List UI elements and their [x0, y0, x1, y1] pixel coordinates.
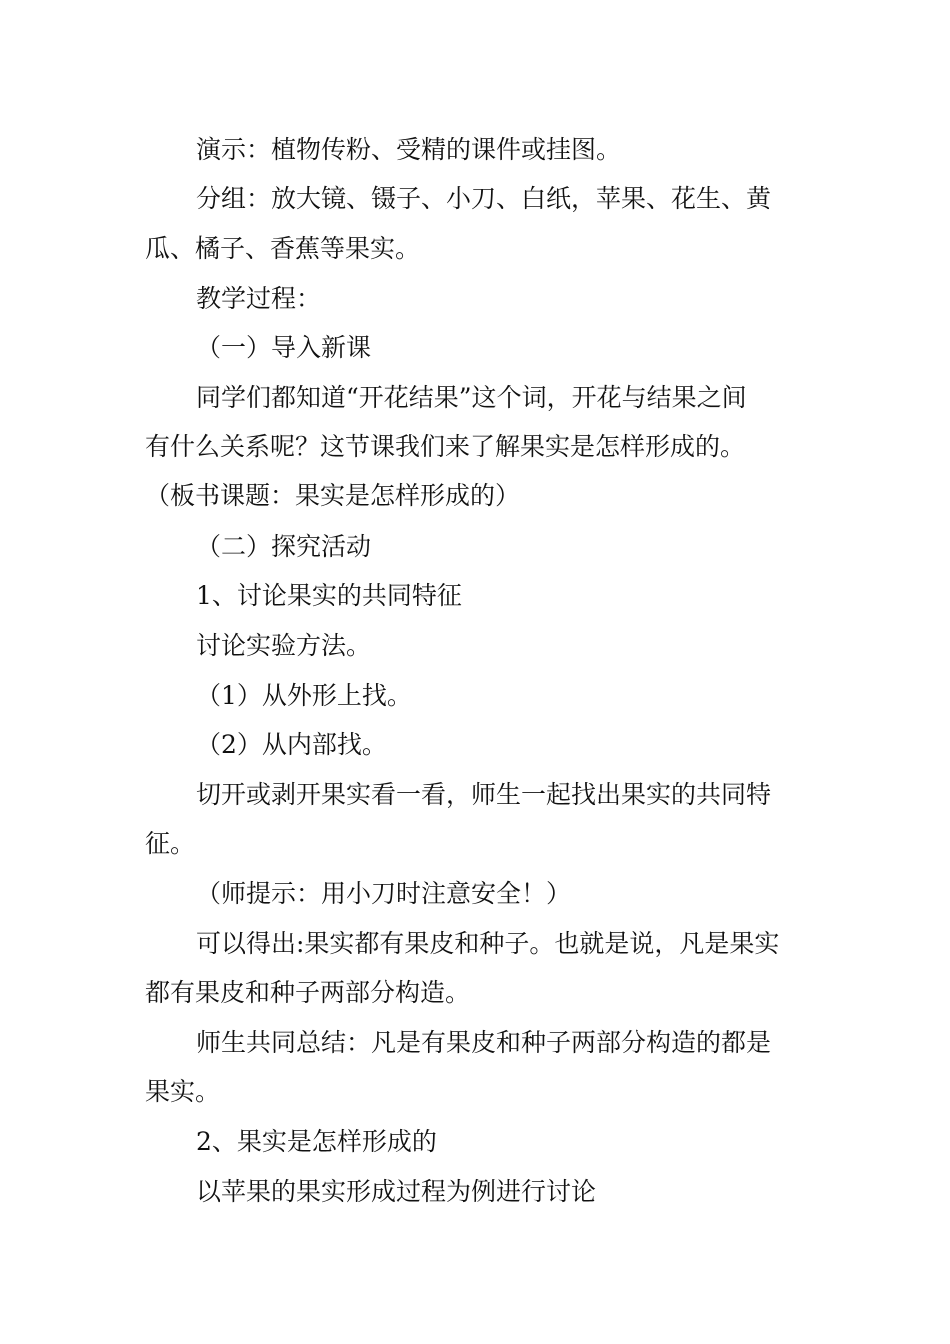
paragraph-board-title: （板书课题：果实是怎样形成的）: [145, 481, 521, 510]
paragraph-safety-tip: （师提示：用小刀时注意安全！）: [196, 879, 572, 908]
paragraph-conclusion-line1: 可以得出:果实都有果皮和种子。也就是说，凡是果实: [196, 929, 780, 958]
paragraph-cut-line2: 征。: [145, 829, 196, 858]
paragraph-groups-line1: 分组：放大镜、镊子、小刀、白纸，苹果、花生、黄: [196, 184, 772, 213]
paragraph-method: 讨论实验方法。: [196, 631, 372, 660]
heading-intro: （一）导入新课: [196, 333, 372, 362]
paragraph-intro-line2: 有什么关系呢？这节课我们来了解果实是怎样形成的。: [145, 432, 746, 461]
heading-activity: （二）探究活动: [196, 532, 372, 561]
list-item-outside: （1）从外形上找。: [196, 681, 412, 710]
paragraph-apple-example: 以苹果的果实形成过程为例进行讨论: [196, 1177, 597, 1206]
paragraph-demo: 演示：植物传粉、受精的课件或挂图。: [196, 135, 622, 164]
paragraph-groups-line2: 瓜、橘子、香蕉等果实。: [145, 234, 421, 263]
list-item-inside: （2）从内部找。: [196, 730, 387, 759]
paragraph-intro-line1: 同学们都知道“开花结果”这个词，开花与结果之间: [196, 383, 747, 412]
heading-teaching-process: 教学过程：: [196, 284, 322, 313]
heading-discussion-1: 1、讨论果实的共同特征: [196, 581, 462, 610]
heading-formation-2: 2、果实是怎样形成的: [196, 1127, 437, 1156]
paragraph-cut-line1: 切开或剥开果实看一看，师生一起找出果实的共同特: [196, 780, 772, 809]
paragraph-summary-line1: 师生共同总结：凡是有果皮和种子两部分构造的都是: [196, 1028, 772, 1057]
paragraph-summary-line2: 果实。: [145, 1077, 221, 1106]
paragraph-conclusion-line2: 都有果皮和种子两部分构造。: [145, 978, 471, 1007]
